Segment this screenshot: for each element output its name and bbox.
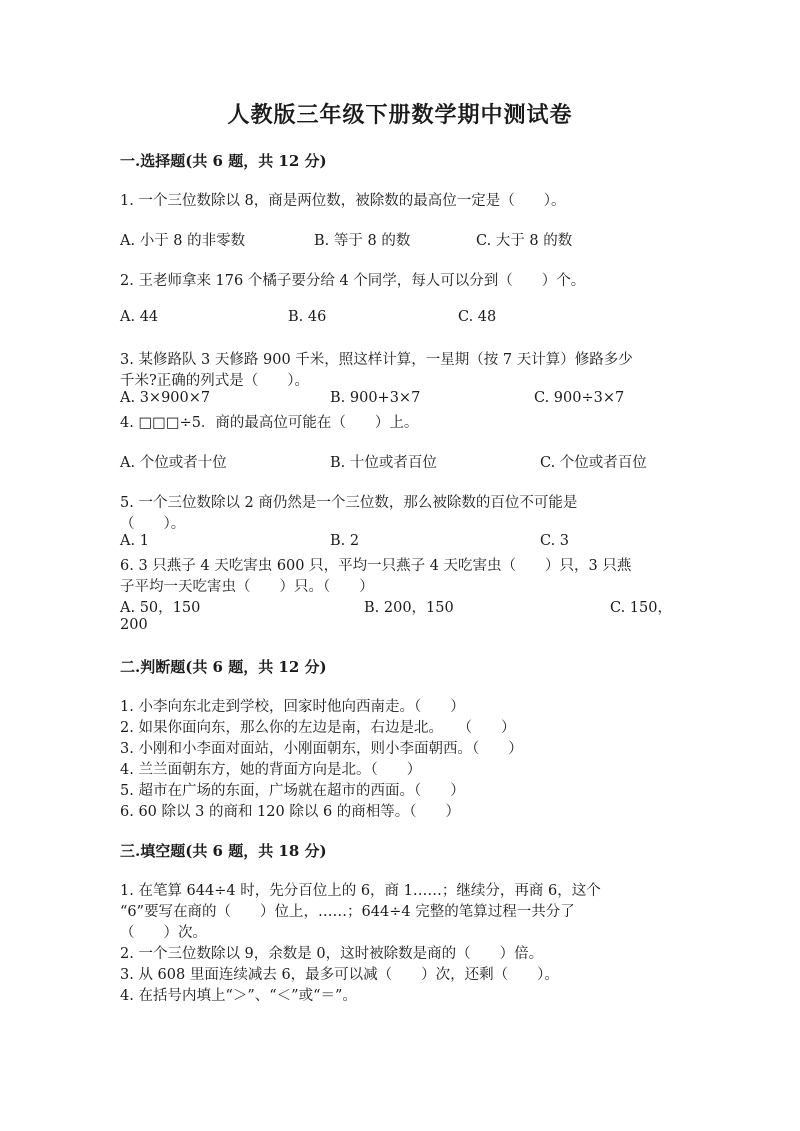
option-c: C. 900÷3×7: [534, 390, 625, 406]
option-a: A. 个位或者十位: [120, 455, 227, 471]
option-c: C. 个位或者百位: [540, 455, 647, 471]
fill-line: “6”要写在商的（ ）位上，……；644÷4 完整的笔算过程一共分了: [120, 904, 575, 920]
option-a: A. 3×900×7: [120, 390, 211, 406]
option-a: A. 44: [120, 309, 159, 325]
question-stem: 4. □□□÷5．商的最高位可能在（ ）上。: [120, 415, 419, 431]
judgement-item: 6. 60 除以 3 的商和 120 除以 6 的商相等。（ ）: [120, 804, 461, 820]
question-stem: 1. 一个三位数除以 8，商是两位数，被除数的最高位一定是（ ）。: [120, 193, 566, 209]
section-heading-choice: 一.选择题(共 6 题，共 12 分): [120, 152, 327, 170]
option-b: B. 46: [288, 309, 327, 325]
section-heading-judgement: 二.判断题(共 6 题，共 12 分): [120, 658, 327, 676]
fill-line: 3. 从 608 里面连续减去 6，最多可以减（ ）次，还剩（ ）。: [120, 967, 559, 983]
section-heading-fill: 三.填空题(共 6 题，共 18 分): [120, 842, 327, 860]
option-c-cont: 200: [120, 617, 148, 633]
option-a: A. 50，150: [120, 600, 201, 616]
option-b: B. 2: [330, 533, 360, 549]
judgement-item: 4. 兰兰面朝东方，她的背面方向是北。（ ）: [120, 762, 422, 778]
fill-line: 2. 一个三位数除以 9，余数是 0，这时被除数是商的（ ）倍。: [120, 946, 544, 962]
option-b: B. 等于 8 的数: [314, 233, 411, 249]
fill-line: 1. 在笔算 644÷4 时，先分百位上的 6，商 1……；继续分，再商 6，这个: [120, 883, 601, 899]
option-c: C. 3: [540, 533, 570, 549]
option-c: C. 大于 8 的数: [476, 233, 573, 249]
question-stem: 5. 一个三位数除以 2 商仍然是一个三位数，那么被除数的百位不可能是: [120, 495, 578, 511]
option-b: B. 十位或者百位: [330, 455, 437, 471]
judgement-item: 1. 小李向东北走到学校，回家时他向西南走。（ ）: [120, 699, 465, 715]
question-stem: 2. 王老师拿来 176 个橘子要分给 4 个同学，每人可以分到（ ）个。: [120, 273, 586, 289]
option-c: C. 150，: [610, 600, 672, 616]
fill-line: 4. 在括号内填上“＞”、“＜”或“＝”。: [120, 988, 357, 1004]
option-a: A. 小于 8 的非零数: [120, 233, 246, 249]
option-b: B. 900+3×7: [330, 390, 421, 406]
judgement-item: 3. 小刚和小李面对面站，小刚面朝东，则小李面朝西。（ ）: [120, 741, 523, 757]
option-c: C. 48: [458, 309, 497, 325]
option-a: A. 1: [120, 533, 149, 549]
question-stem: 3. 某修路队 3 天修路 900 千米，照这样计算，一星期（按 7 天计算）修路多少: [120, 352, 633, 368]
question-stem: 6. 3 只燕子 4 天吃害虫 600 只，平均一只燕子 4 天吃害虫（ ）只，3 只燕: [120, 558, 632, 574]
question-stem-cont: 子平均一天吃害虫（ ）只。（ ）: [120, 579, 374, 595]
question-stem-cont: 千米?正确的列式是（ ）。: [120, 373, 310, 389]
judgement-item: 2. 如果你面向东，那么你的左边是南，右边是北。 （ ）: [120, 720, 516, 736]
question-stem-cont: （ ）。: [120, 516, 186, 532]
judgement-item: 5. 超市在广场的东面，广场就在超市的西面。（ ）: [120, 783, 465, 799]
option-b: B. 200，150: [364, 600, 454, 616]
fill-line: （ ）次。: [120, 925, 207, 941]
page-title: 人教版三年级下册数学期中测试卷: [227, 102, 573, 128]
